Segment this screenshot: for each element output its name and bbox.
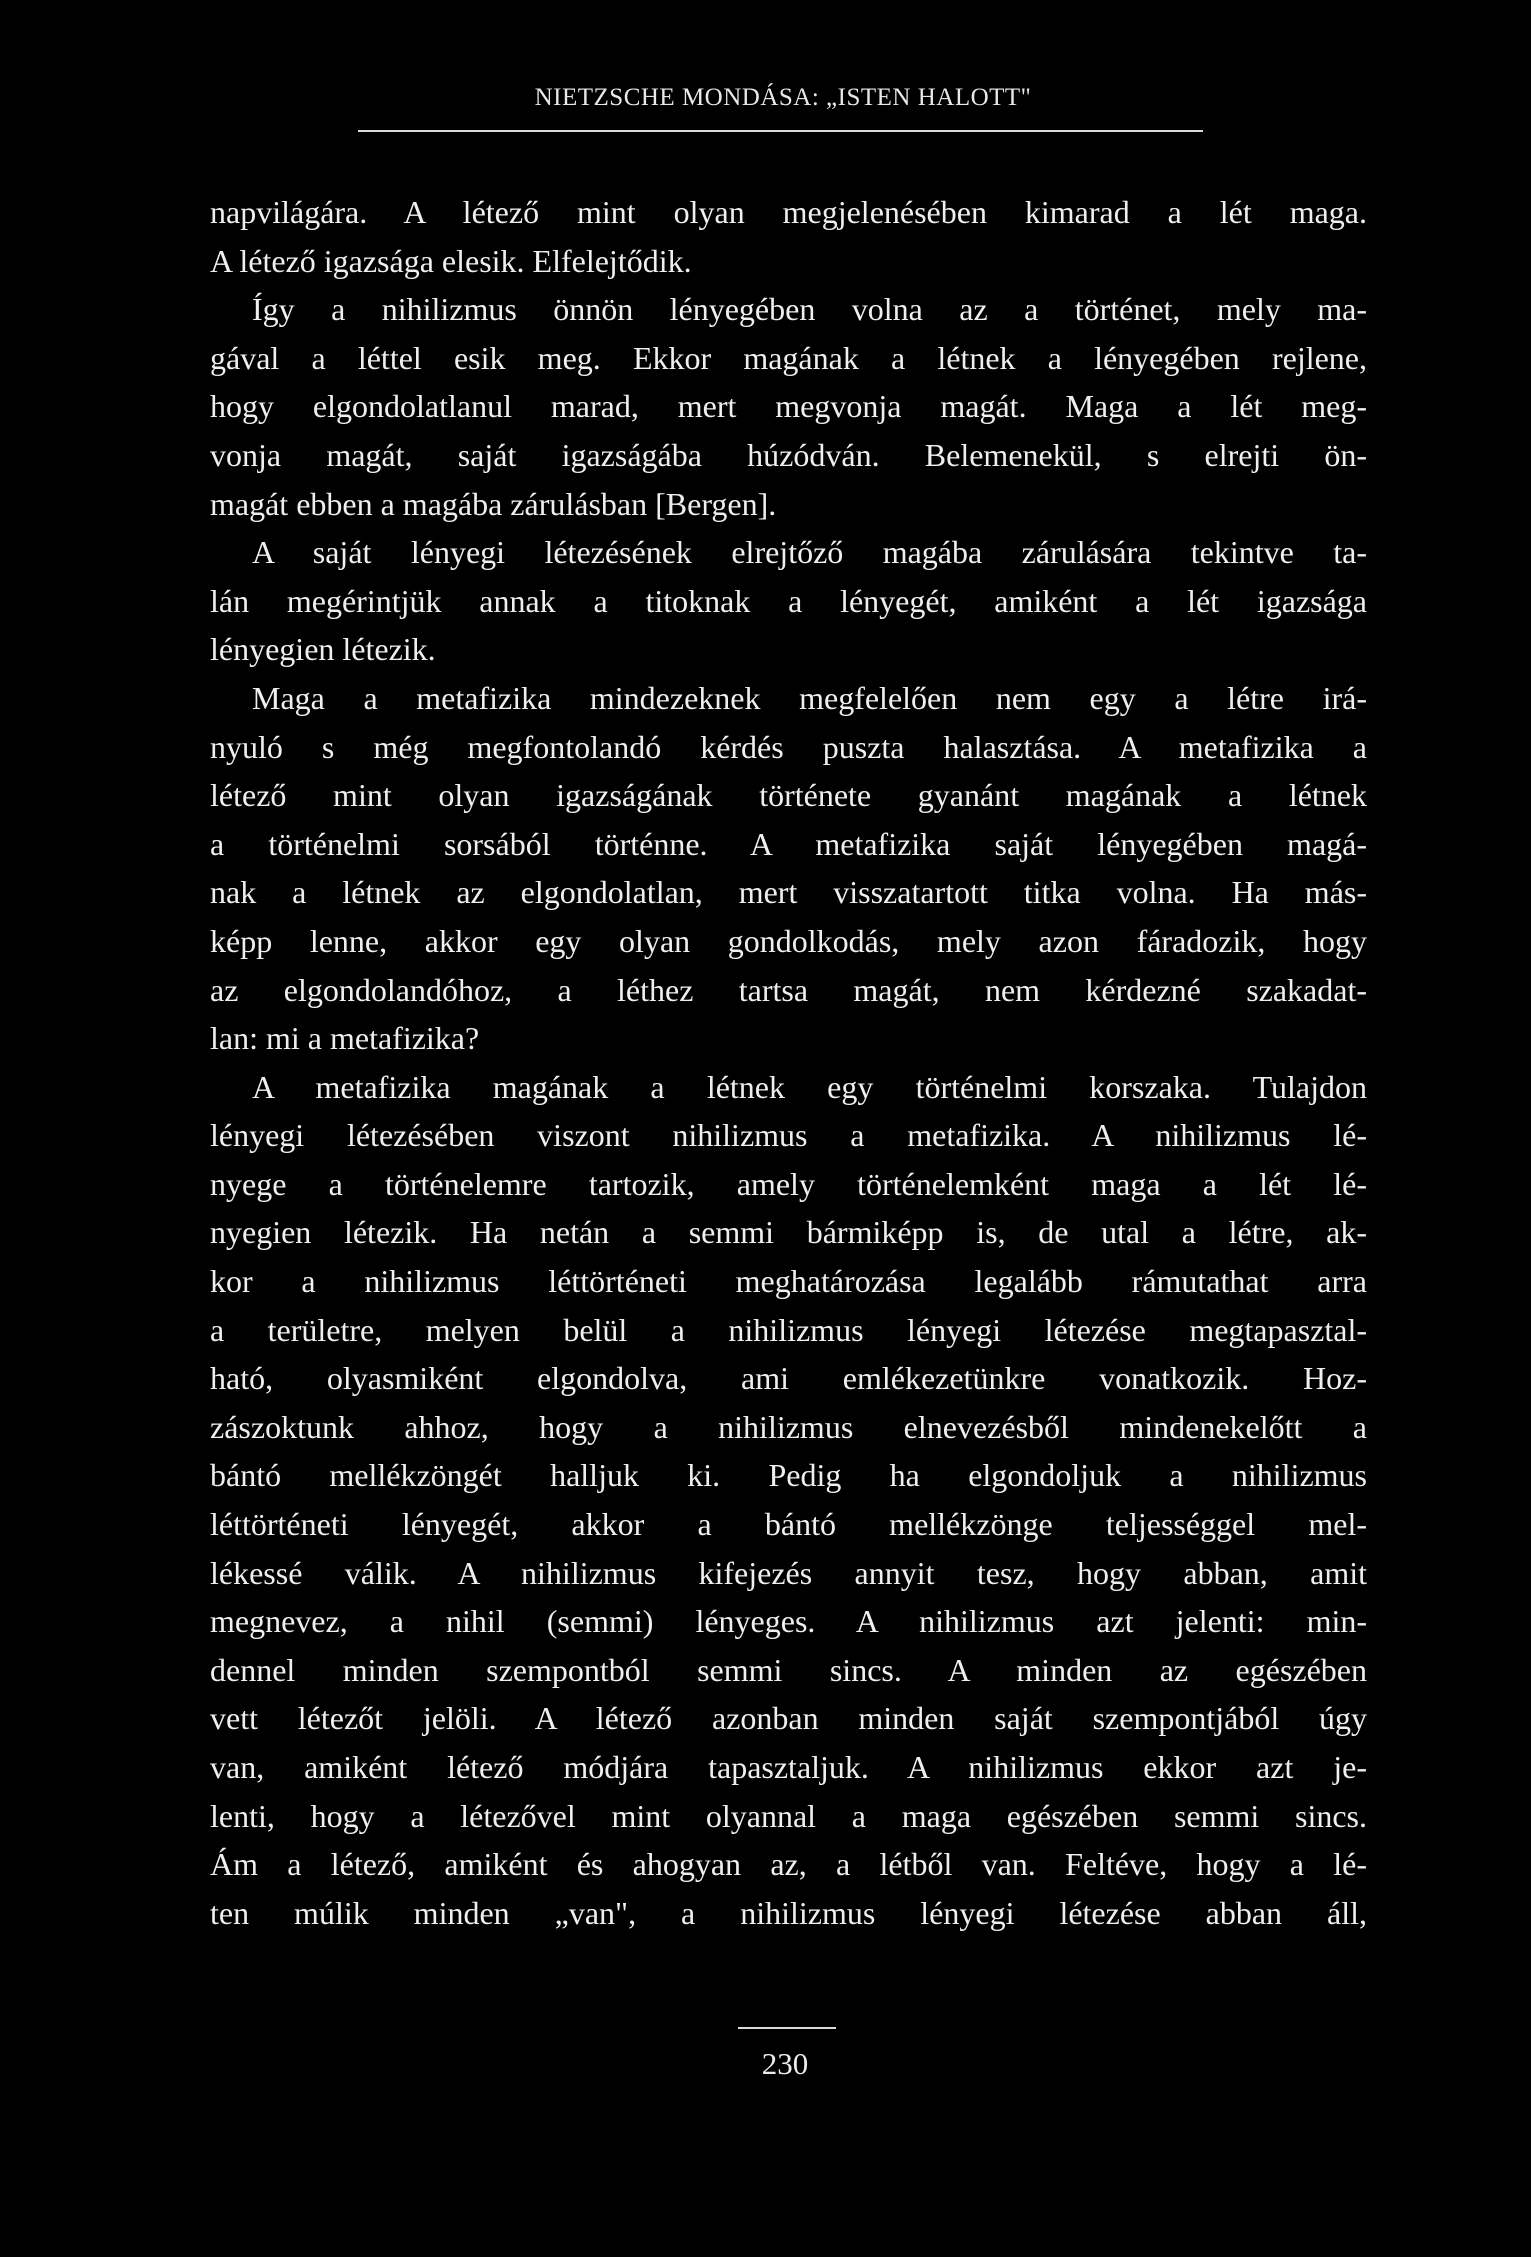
text-line: lényegien létezik. [210, 631, 436, 668]
text-line: Ám a létező, amiként és ahogyan az, a létből van. Feltéve, hogy a lé- [210, 1846, 1367, 1883]
text-line: a területre, melyen belül a nihilizmus lényegi létezése megtapasztal- [210, 1311, 1367, 1348]
text-line: magát ebben a magába zárulásban [Bergen]. [210, 485, 777, 522]
text-line: kor a nihilizmus léttörténeti meghatározása legalább rámutathat arra [210, 1263, 1367, 1300]
text-line: gával a léttel esik meg. Ekkor magának a létnek a lényegében rejlene, [210, 339, 1367, 376]
page-number: 230 [761, 2046, 809, 2081]
text-line: dennel minden szempontból semmi sincs. A minden az egészében [210, 1651, 1367, 1688]
text-line: van, amiként létező módjára tapasztaljuk. A nihilizmus ekkor azt je- [210, 1749, 1367, 1785]
text-line: Így a nihilizmus önnön lényegében volna az a történet, mely ma- [252, 291, 1367, 328]
text-line: létező mint olyan igazságának története gyanánt magának a létnek [210, 777, 1367, 814]
running-head-title: NIETZSCHE MONDÁSA: „ISTEN HALOTT" [534, 84, 1032, 111]
text-line: ten múlik minden „van", a nihilizmus lényegi létezése abban áll, [210, 1894, 1367, 1931]
text-line: képp lenne, akkor egy olyan gondolkodás, mely azon fáradozik, hogy [210, 922, 1367, 959]
footer-rule [738, 2027, 836, 2029]
text-line: lenti, hogy a létezővel mint olyannal a maga egészében semmi sincs. [210, 1797, 1367, 1834]
text-line: lékessé válik. A nihilizmus kifejezés annyit tesz, hogy abban, amit [210, 1554, 1367, 1591]
text-line: az elgondolandóhoz, a léthez tartsa magát, nem kérdezné szakadat- [210, 971, 1367, 1008]
text-line: zászoktunk ahhoz, hogy a nihilizmus elnevezésből mindenekelőtt a [210, 1408, 1367, 1445]
text-line: lán megérintjük annak a titoknak a lényegét, amiként a lét igazsága [210, 582, 1367, 619]
header-rule [358, 130, 1203, 132]
body-text [210, 188, 1367, 1937]
text-line: nak a létnek az elgondolatlan, mert visszatartott titka volna. Ha más- [210, 874, 1367, 911]
text-line: Maga a metafizika mindezeknek megfelelően nem egy a létre irá- [252, 679, 1367, 716]
text-line: vett létezőt jelöli. A létező azonban minden saját szempontjából úgy [210, 1700, 1367, 1737]
text-line: A metafizika magának a létnek egy történelmi korszaka. Tulajdon [252, 1068, 1367, 1105]
text-line: napvilágára. A létező mint olyan megjelenésében kimarad a lét maga. [210, 194, 1367, 230]
text-line: vonja magát, saját igazságába húzódván. Belemenekül, s elrejti ön- [210, 436, 1367, 473]
text-line: nyuló s még megfontolandó kérdés puszta halasztása. A metafizika a [210, 728, 1367, 765]
text-line: hogy elgondolatlanul marad, mert megvonja magát. Maga a lét meg- [210, 388, 1367, 425]
text-line: ható, olyasmiként elgondolva, ami emlékezetünkre vonatkozik. Hoz- [210, 1360, 1367, 1397]
text-line: léttörténeti lényegét, akkor a bántó mellékzönge teljességgel mel- [210, 1506, 1367, 1543]
text-line: nyege a történelemre tartozik, amely történelemként maga a lét lé- [210, 1165, 1367, 1202]
text-line: lényegi létezésében viszont nihilizmus a metafizika. A nihilizmus lé- [210, 1117, 1367, 1154]
text-line: A saját lényegi létezésének elrejtőző magába zárulására tekintve ta- [252, 534, 1367, 571]
text-line: nyegien létezik. Ha netán a semmi bármiképp is, de utal a létre, ak- [210, 1214, 1367, 1251]
text-line: megnevez, a nihil (semmi) lényeges. A nihilizmus azt jelenti: min- [210, 1603, 1367, 1640]
text-line: A létező igazsága elesik. Elfelejtődik. [210, 242, 692, 279]
text-line: bántó mellékzöngét halljuk ki. Pedig ha elgondoljuk a nihilizmus [210, 1457, 1367, 1494]
text-line: a történelmi sorsából történne. A metafizika saját lényegében magá- [210, 825, 1367, 862]
text-line: lan: mi a metafizika? [210, 1020, 480, 1057]
